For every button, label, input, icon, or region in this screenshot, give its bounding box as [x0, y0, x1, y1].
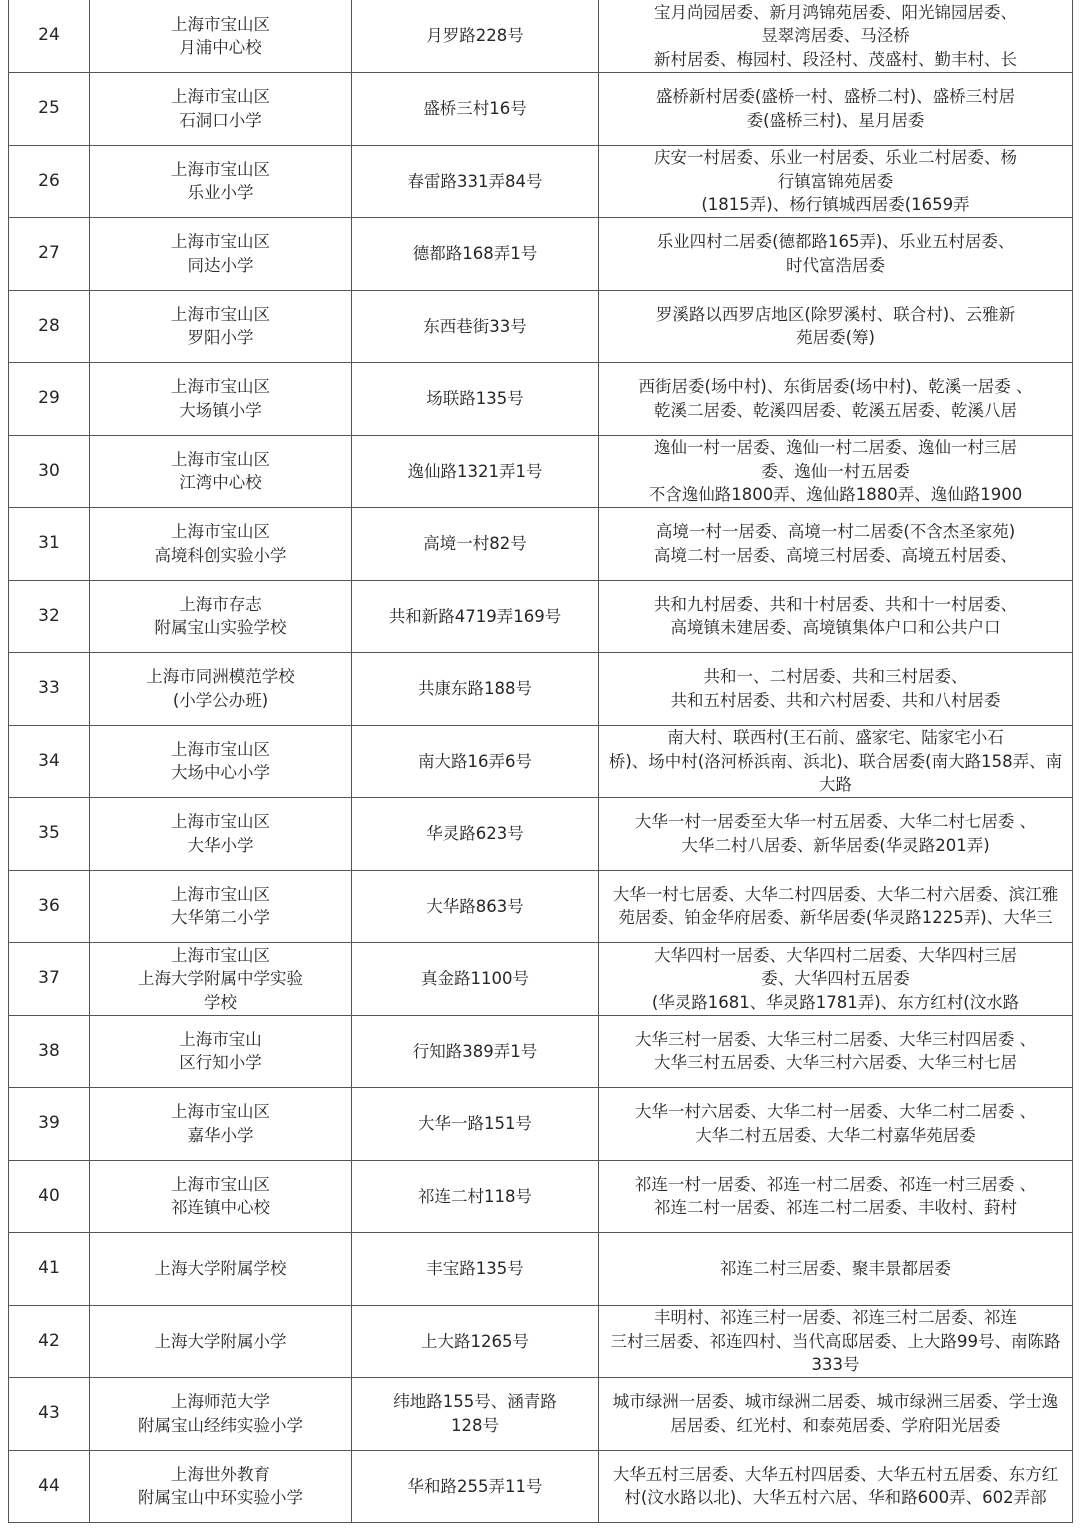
table-row	[9, 1088, 1073, 1161]
school-name-cell	[90, 943, 352, 1016]
enrollment-area-cell	[599, 1015, 1073, 1088]
school-address-line: 祁连二村118号	[418, 1186, 532, 1206]
school-name-line: 嘉华小学	[187, 1125, 254, 1145]
school-name-line: 大华小学	[187, 835, 254, 855]
school-name-cell	[90, 1088, 352, 1161]
school-address-line: 德都路168弄1号	[412, 244, 538, 263]
school-address-cell	[352, 363, 599, 436]
enrollment-area-line: 桥)、场中村(洛河桥浜南、浜北)、联合居委(南大路158弄、南	[608, 751, 1063, 771]
school-name-line: 上海市宝山区	[171, 449, 270, 469]
school-name-line: 附属宝山实验学校	[154, 618, 287, 638]
school-name-line: 石洞口小学	[179, 110, 262, 130]
row-number-cell: 32	[9, 580, 90, 653]
enrollment-area-line: 乐业四村二居委(德都路165弄)、乐业五村居委、	[656, 232, 1015, 252]
school-name-cell	[90, 580, 352, 653]
school-name-line: 江湾中心校	[179, 473, 262, 493]
row-number-cell: 36	[9, 870, 90, 943]
enrollment-area-line: 大华二村五居委、大华二村嘉华苑居委	[695, 1125, 976, 1145]
enrollment-area-cell	[599, 218, 1073, 291]
school-name-cell	[90, 145, 352, 218]
row-number-cell: 31	[9, 508, 90, 581]
enrollment-area-cell	[599, 73, 1073, 146]
school-address-cell	[352, 1450, 599, 1523]
enrollment-area-line: 新村居委、梅园村、段泾村、茂盛村、勤丰村、长	[654, 49, 1017, 69]
school-name-cell	[90, 508, 352, 581]
enrollment-area-cell	[599, 145, 1073, 218]
enrollment-area-cell	[599, 1160, 1073, 1233]
school-name-cell	[90, 1450, 352, 1523]
school-name-cell	[90, 870, 352, 943]
school-name-line: 上海市宝山	[179, 1029, 262, 1049]
enrollment-area-line: 高境镇未建居委、高境镇集体户口和公共户口	[670, 618, 1001, 638]
enrollment-area-line: 大华三村一居委、大华三村二居委、大华三村四居委 、	[634, 1029, 1037, 1049]
school-address-line: 共康东路188号	[418, 679, 532, 698]
school-name-line: 高境科创实验小学	[154, 545, 287, 565]
table-row	[9, 73, 1073, 146]
row-number-cell: 26	[9, 145, 90, 218]
school-name-line: 上海世外教育	[171, 1464, 270, 1484]
school-name-cell	[90, 653, 352, 726]
school-address-line: 丰宝路135号	[426, 1259, 524, 1278]
school-name-line: 上海市宝山区	[171, 1102, 270, 1122]
enrollment-area-line: 大华一村六居委、大华二村一居委、大华二村二居委 、	[634, 1102, 1037, 1122]
school-name-cell	[90, 73, 352, 146]
school-address-cell	[352, 508, 599, 581]
school-address-cell	[352, 1233, 599, 1306]
enrollment-area-line: 大华三村五居委、大华三村六居委、大华三村七居	[654, 1053, 1017, 1073]
enrollment-area-line: 大路	[819, 775, 852, 794]
school-address-line: 盛桥三村16号	[423, 99, 527, 118]
school-address-cell	[352, 73, 599, 146]
row-number-cell: 33	[9, 653, 90, 726]
school-name-cell	[90, 725, 352, 798]
enrollment-area-line: 居居委、红光村、和泰苑居委、学府阳光居委	[670, 1415, 1001, 1435]
enrollment-area-cell	[599, 798, 1073, 871]
row-number-cell: 25	[9, 73, 90, 146]
row-number-cell: 42	[9, 1305, 90, 1378]
school-name-line: 上海市宝山区	[171, 304, 270, 324]
table-row	[9, 1233, 1073, 1306]
school-name-line: 罗阳小学	[187, 328, 254, 348]
enrollment-area-line: 行镇富锦苑居委	[777, 171, 894, 191]
table-row	[9, 145, 1073, 218]
enrollment-area-cell	[599, 1233, 1073, 1306]
school-name-cell	[90, 0, 352, 73]
school-name-line: 上海市存志	[179, 594, 262, 614]
row-number-cell: 39	[9, 1088, 90, 1161]
enrollment-area-cell	[599, 943, 1073, 1016]
school-name-line: 上海市同洲模范学校	[146, 667, 295, 687]
school-name-line: 上海市宝山区	[171, 739, 270, 759]
school-address-line: 高境一村82号	[423, 534, 527, 553]
table-row	[9, 798, 1073, 871]
school-name-line: 上海市宝山区	[171, 1174, 270, 1194]
enrollment-area-cell	[599, 1450, 1073, 1523]
school-address-line: 大华一路151号	[418, 1114, 532, 1133]
table-row	[9, 653, 1073, 726]
enrollment-area-line: 时代富浩居委	[786, 255, 885, 275]
enrollment-area-line: 昱翠湾居委、马泾桥	[761, 26, 910, 46]
school-name-line: 月浦中心校	[179, 38, 262, 57]
row-number-cell: 29	[9, 363, 90, 436]
enrollment-area-line: 高境一村一居委、高境一村二居委(不含杰圣家苑)	[655, 522, 1016, 542]
school-name-line: 上海大学附属中学实验	[138, 969, 303, 988]
enrollment-area-cell	[599, 870, 1073, 943]
school-name-cell	[90, 1378, 352, 1451]
school-name-line: 上海市宝山区	[171, 159, 270, 179]
school-name-cell	[90, 1233, 352, 1306]
school-name-line: 上海大学附属小学	[154, 1331, 287, 1351]
school-name-cell	[90, 363, 352, 436]
school-address-cell	[352, 1160, 599, 1233]
school-address-line: 共和新路4719弄169号	[388, 606, 562, 626]
school-name-line: 上海市宝山区	[171, 945, 270, 965]
enrollment-area-line: 盛桥新村居委(盛桥一村、盛桥二村)、盛桥三村居	[655, 87, 1016, 107]
school-name-line: 上海市宝山区	[171, 884, 270, 904]
school-name-line: 大华第二小学	[171, 908, 270, 928]
row-number-cell: 30	[9, 435, 90, 508]
school-address-cell	[352, 725, 599, 798]
school-address-line: 纬地路155号、涵青路	[393, 1392, 557, 1412]
school-address-line: 南大路16弄6号	[418, 751, 532, 771]
school-address-line: 华灵路623号	[426, 824, 524, 843]
enrollment-area-cell	[599, 580, 1073, 653]
school-address-cell	[352, 653, 599, 726]
enrollment-area-line: 委、大华四村五居委	[761, 969, 910, 988]
row-number-cell: 27	[9, 218, 90, 291]
row-number-cell: 35	[9, 798, 90, 871]
school-address-line: 春雷路331弄84号	[407, 171, 543, 191]
enrollment-area-line: 共和五村居委、共和六村居委、共和八村居委	[670, 690, 1001, 710]
enrollment-area-line: (华灵路1681、华灵路1781弄)、东方红村(汶水路	[651, 992, 1020, 1012]
school-address-line: 真金路1100号	[421, 969, 529, 988]
enrollment-area-line: 委(盛桥三村)、星月居委	[746, 110, 925, 130]
table-body	[9, 0, 1073, 1523]
enrollment-area-line: 南大村、联西村(王石前、盛家宅、陆家宅小石	[667, 728, 1004, 747]
school-address-line: 月罗路228号	[426, 26, 524, 46]
enrollment-area-line: 西街居委(场中村)、东街居委(场中村)、乾溪一居委 、	[638, 377, 1033, 397]
enrollment-area-line: 委、逸仙一村五居委	[761, 461, 910, 481]
enrollment-area-cell	[599, 1305, 1073, 1378]
school-address-cell	[352, 1015, 599, 1088]
enrollment-area-line: 祁连一村一居委、祁连一村二居委、祁连一村三居委 、	[634, 1174, 1037, 1194]
table-row	[9, 363, 1073, 436]
table-row	[9, 0, 1073, 73]
school-name-cell	[90, 1015, 352, 1088]
school-name-cell	[90, 798, 352, 871]
table-row	[9, 1305, 1073, 1378]
row-number-cell: 24	[9, 0, 90, 73]
enrollment-area-cell	[599, 0, 1073, 73]
enrollment-area-line: 丰明村、祁连三村一居委、祁连三村二居委、祁连	[654, 1308, 1017, 1327]
row-number-cell: 40	[9, 1160, 90, 1233]
school-address-line: 场联路135号	[426, 389, 524, 408]
school-address-line: 行知路389弄1号	[412, 1041, 538, 1061]
school-address-line: 逸仙路1321弄1号	[407, 461, 543, 481]
enrollment-area-line: 大华五村三居委、大华五村四居委、大华五村五居委、东方红	[612, 1464, 1059, 1484]
enrollment-area-line: 共和九村居委、共和十村居委、共和十一村居委、	[654, 594, 1017, 614]
school-name-line: 学校	[204, 992, 237, 1012]
enrollment-area-cell	[599, 435, 1073, 508]
table-row	[9, 870, 1073, 943]
school-name-line: 上海大学附属学校	[154, 1259, 287, 1278]
table-row	[9, 218, 1073, 291]
enrollment-area-line: 苑居委、铂金华府居委、新华居委(华灵路1225弄)、大华三	[618, 908, 1053, 928]
school-address-line: 上大路1265号	[421, 1331, 529, 1351]
table-row	[9, 290, 1073, 363]
enrollment-area-line: 村(汶水路以北)、大华五村六居、华和路600弄、602弄部	[624, 1488, 1047, 1508]
school-address-cell	[352, 580, 599, 653]
enrollment-area-line: 祁连二村一居委、祁连二村二居委、丰收村、葑村	[654, 1198, 1017, 1218]
enrollment-area-line: 三村三居委、祁连四村、当代高邸居委、上大路99号、南陈路	[610, 1331, 1061, 1351]
enrollment-area-line: 逸仙一村一居委、逸仙一村二居委、逸仙一村三居	[654, 438, 1017, 457]
school-name-line: 附属宝山经纬实验小学	[138, 1415, 303, 1435]
enrollment-area-cell	[599, 290, 1073, 363]
table-row	[9, 580, 1073, 653]
school-name-line: 乐业小学	[187, 183, 254, 203]
school-address-cell	[352, 435, 599, 508]
school-address-cell	[352, 290, 599, 363]
enrollment-zone-table-container	[8, 0, 1072, 1523]
school-address-cell	[352, 1088, 599, 1161]
school-name-line: (小学公办班)	[172, 690, 269, 710]
enrollment-area-line: (1815弄)、杨行镇城西居委(1659弄	[701, 195, 970, 214]
enrollment-area-cell	[599, 363, 1073, 436]
table-row	[9, 1015, 1073, 1088]
row-number-cell: 41	[9, 1233, 90, 1306]
row-number-cell: 34	[9, 725, 90, 798]
table-row	[9, 435, 1073, 508]
school-name-line: 上海市宝山区	[171, 812, 270, 832]
enrollment-area-cell	[599, 725, 1073, 798]
school-address-cell	[352, 870, 599, 943]
enrollment-area-line: 宝月尚园居委、新月鸿锦苑居委、阳光锦园居委、	[654, 2, 1017, 22]
enrollment-area-line: 罗溪路以西罗店地区(除罗溪村、联合村)、云雅新	[655, 304, 1016, 324]
table-row	[9, 725, 1073, 798]
school-name-line: 大场镇小学	[179, 400, 262, 420]
school-address-line: 东西巷街33号	[423, 316, 527, 336]
enrollment-area-line: 城市绿洲一居委、城市绿洲二居委、城市绿洲三居委、学士逸	[612, 1392, 1059, 1412]
enrollment-area-line: 共和一、二村居委、共和三村居委、	[703, 667, 968, 687]
school-address-cell	[352, 1378, 599, 1451]
table-row	[9, 1160, 1073, 1233]
school-address-cell	[352, 943, 599, 1016]
school-name-cell	[90, 1160, 352, 1233]
row-number-cell: 43	[9, 1378, 90, 1451]
school-name-line: 上海市宝山区	[171, 377, 270, 397]
enrollment-area-line: 庆安一村居委、乐业一村居委、乐业二村居委、杨	[654, 148, 1017, 167]
enrollment-area-line: 333号	[811, 1355, 860, 1374]
enrollment-area-line: 苑居委(筹)	[796, 328, 875, 348]
row-number-cell: 44	[9, 1450, 90, 1523]
table-row	[9, 1450, 1073, 1523]
enrollment-zone-table	[8, 0, 1073, 1523]
school-name-line: 上海师范大学	[171, 1392, 270, 1412]
row-number-cell: 37	[9, 943, 90, 1016]
school-address-line: 大华路863号	[426, 896, 524, 916]
table-row	[9, 1378, 1073, 1451]
school-name-line: 区行知小学	[179, 1053, 262, 1073]
enrollment-area-cell	[599, 1378, 1073, 1451]
enrollment-area-line: 大华一村七居委、大华二村四居委、大华二村六居委、滨江雅	[612, 884, 1059, 904]
school-address-cell	[352, 1305, 599, 1378]
enrollment-area-line: 大华二村八居委、新华居委(华灵路201弄)	[681, 835, 990, 855]
school-name-cell	[90, 218, 352, 291]
enrollment-area-cell	[599, 508, 1073, 581]
row-number-cell: 28	[9, 290, 90, 363]
school-name-line: 附属宝山中环实验小学	[138, 1488, 303, 1508]
row-number-cell: 38	[9, 1015, 90, 1088]
school-name-line: 上海市宝山区	[171, 232, 270, 252]
table-row	[9, 508, 1073, 581]
school-address-cell	[352, 218, 599, 291]
enrollment-area-cell	[599, 1088, 1073, 1161]
enrollment-area-line: 乾溪二居委、乾溪四居委、乾溪五居委、乾溪八居	[654, 400, 1017, 420]
school-address-cell	[352, 145, 599, 218]
enrollment-area-cell	[599, 653, 1073, 726]
school-name-line: 祁连镇中心校	[171, 1198, 270, 1218]
school-name-line: 上海市宝山区	[171, 14, 270, 34]
school-name-line: 同达小学	[187, 255, 254, 275]
school-name-cell	[90, 1305, 352, 1378]
school-name-line: 上海市宝山区	[171, 522, 270, 542]
school-address-line: 华和路255弄11号	[407, 1476, 543, 1496]
school-address-line: 128号	[451, 1415, 499, 1435]
school-name-cell	[90, 290, 352, 363]
enrollment-area-line: 大华一村一居委至大华一村五居委、大华二村七居委 、	[634, 812, 1037, 832]
school-address-cell	[352, 798, 599, 871]
school-name-cell	[90, 435, 352, 508]
school-name-line: 上海市宝山区	[171, 87, 270, 107]
school-address-cell	[352, 0, 599, 73]
enrollment-area-line: 不含逸仙路1800弄、逸仙路1880弄、逸仙路1900	[648, 485, 1023, 504]
enrollment-area-line: 祁连二村三居委、聚丰景都居委	[720, 1259, 951, 1278]
table-row	[9, 943, 1073, 1016]
school-name-line: 大场中心小学	[171, 763, 270, 783]
enrollment-area-line: 大华四村一居委、大华四村二居委、大华四村三居	[654, 945, 1017, 965]
enrollment-area-line: 高境二村一居委、高境三村居委、高境五村居委、	[654, 545, 1017, 565]
